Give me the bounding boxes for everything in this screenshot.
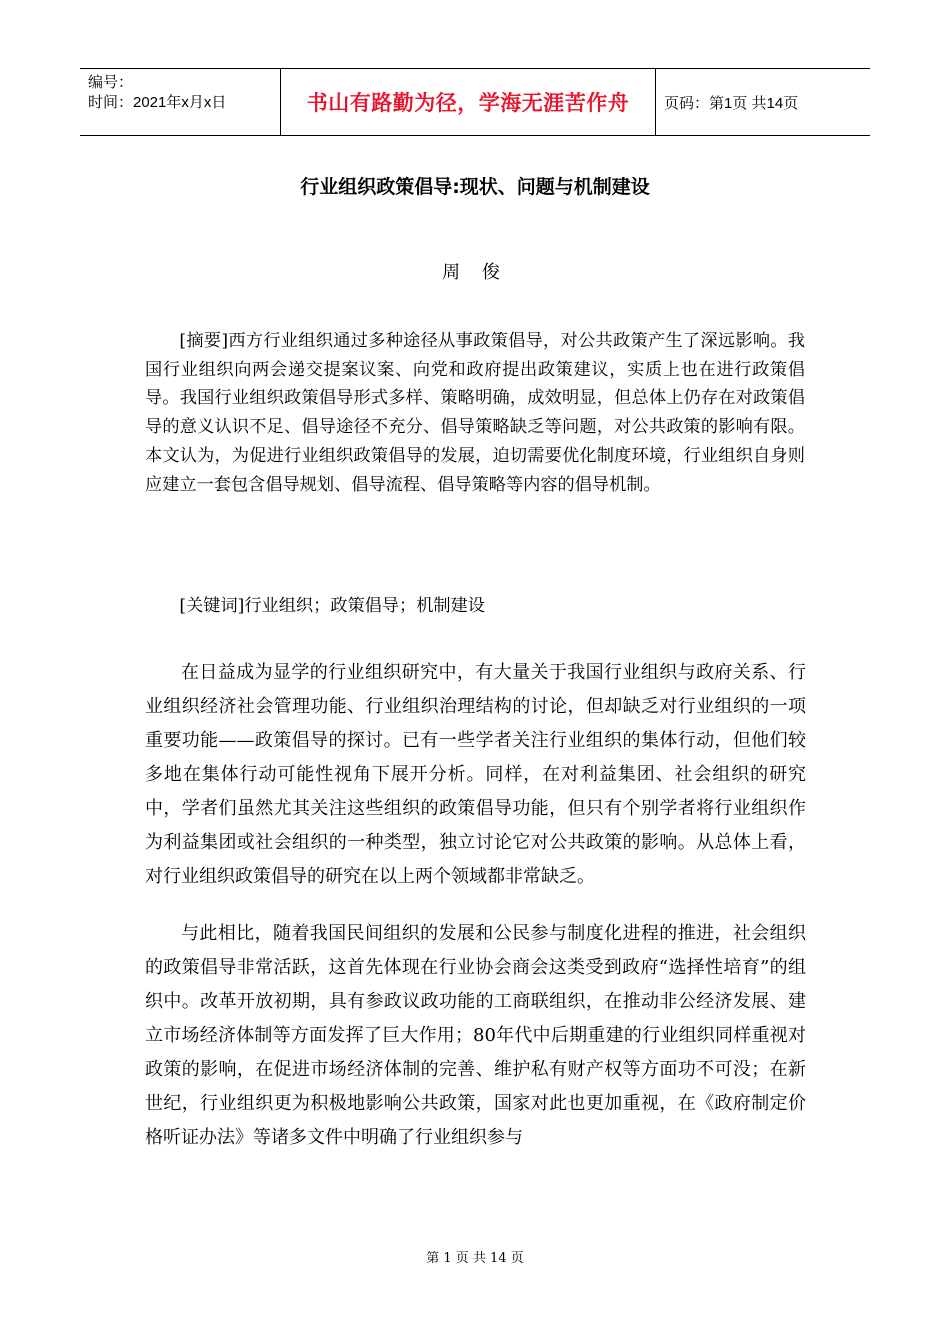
page-footer: 第 1 页 共 14 页 [426,1251,524,1266]
document-header [80,68,870,136]
header-page-info: 页码：第1页 共14页 [664,94,799,112]
document-title: 行业组织政策倡导:现状、问题与机制建设 [300,176,650,198]
body-paragraph: 与此相比，随着我国民间组织的发展和公民参与制度化进程的推进，社会组织的政策倡导非常活跃，这首先体现在行业协会商会这类受到政府“选择性培育”的组织中。改革开放初期，具有参政议政功能的工商联组织，在推动非公经济发展、建立市场经济体制等方面发挥了巨大作用；80年代中后期重建的行业组织同样重视对政策的影响，在促进市场经济体制的完善、维护私有财产权等方面功不可没；在新世纪，行业组织更为积极地影响公共政策，国家对此也更加重视，在《政府制定价格听证办法》等诸多文件中明确了行业组织参与 [145,923,806,1148]
serial-number-label: 编号： [88,74,134,91]
header-motto: 书山有路勤为径，学海无涯苦作舟 [281,69,656,135]
abstract-paragraph: [摘要]西方行业组织通过多种途径从事政策倡导，对公共政策产生了深远影响。我国行业组织向两会递交提案议案、向党和政府提出政策建议，实质上也在进行政策倡导。我国行业组织政策倡导形式多样、策略明确，成效明显，但总体上仍存在对政策倡导的意义认识不足、倡导途径不充分、倡导策略缺乏等问题，对公共政策的影响有限。本文认为，为促进行业组织政策倡导的发展，迫切需要优化制度环境，行业组织自身则应建立一套包含倡导规划、倡导流程、倡导策略等内容的倡导机制。 [145,331,805,495]
document-author: 周 俊 [442,262,508,283]
header-meta-cell [80,69,281,135]
keywords-line: [关键词]行业组织；政策倡导；机制建设 [179,596,485,616]
body-paragraph: 在日益成为显学的行业组织研究中，有大量关于我国行业组织与政府关系、行业组织经济社会管理功能、行业组织治理结构的讨论，但却缺乏对行业组织的一项重要功能——政策倡导的探讨。已有一些学者关注行业组织的集体行动，但他们较多地在集体行动可能性视角下展开分析。同样，在对利益集团、社会组织的研究中，学者们虽然尤其关注这些组织的政策倡导功能，但只有个别学者将行业组织作为利益集团或社会组织的一种类型，独立讨论它对公共政策的影响。从总体上看，对行业组织政策倡导的研究在以上两个领域都非常缺乏。 [145,662,806,887]
date-label: 时间：2021年x月x日 [88,94,227,111]
